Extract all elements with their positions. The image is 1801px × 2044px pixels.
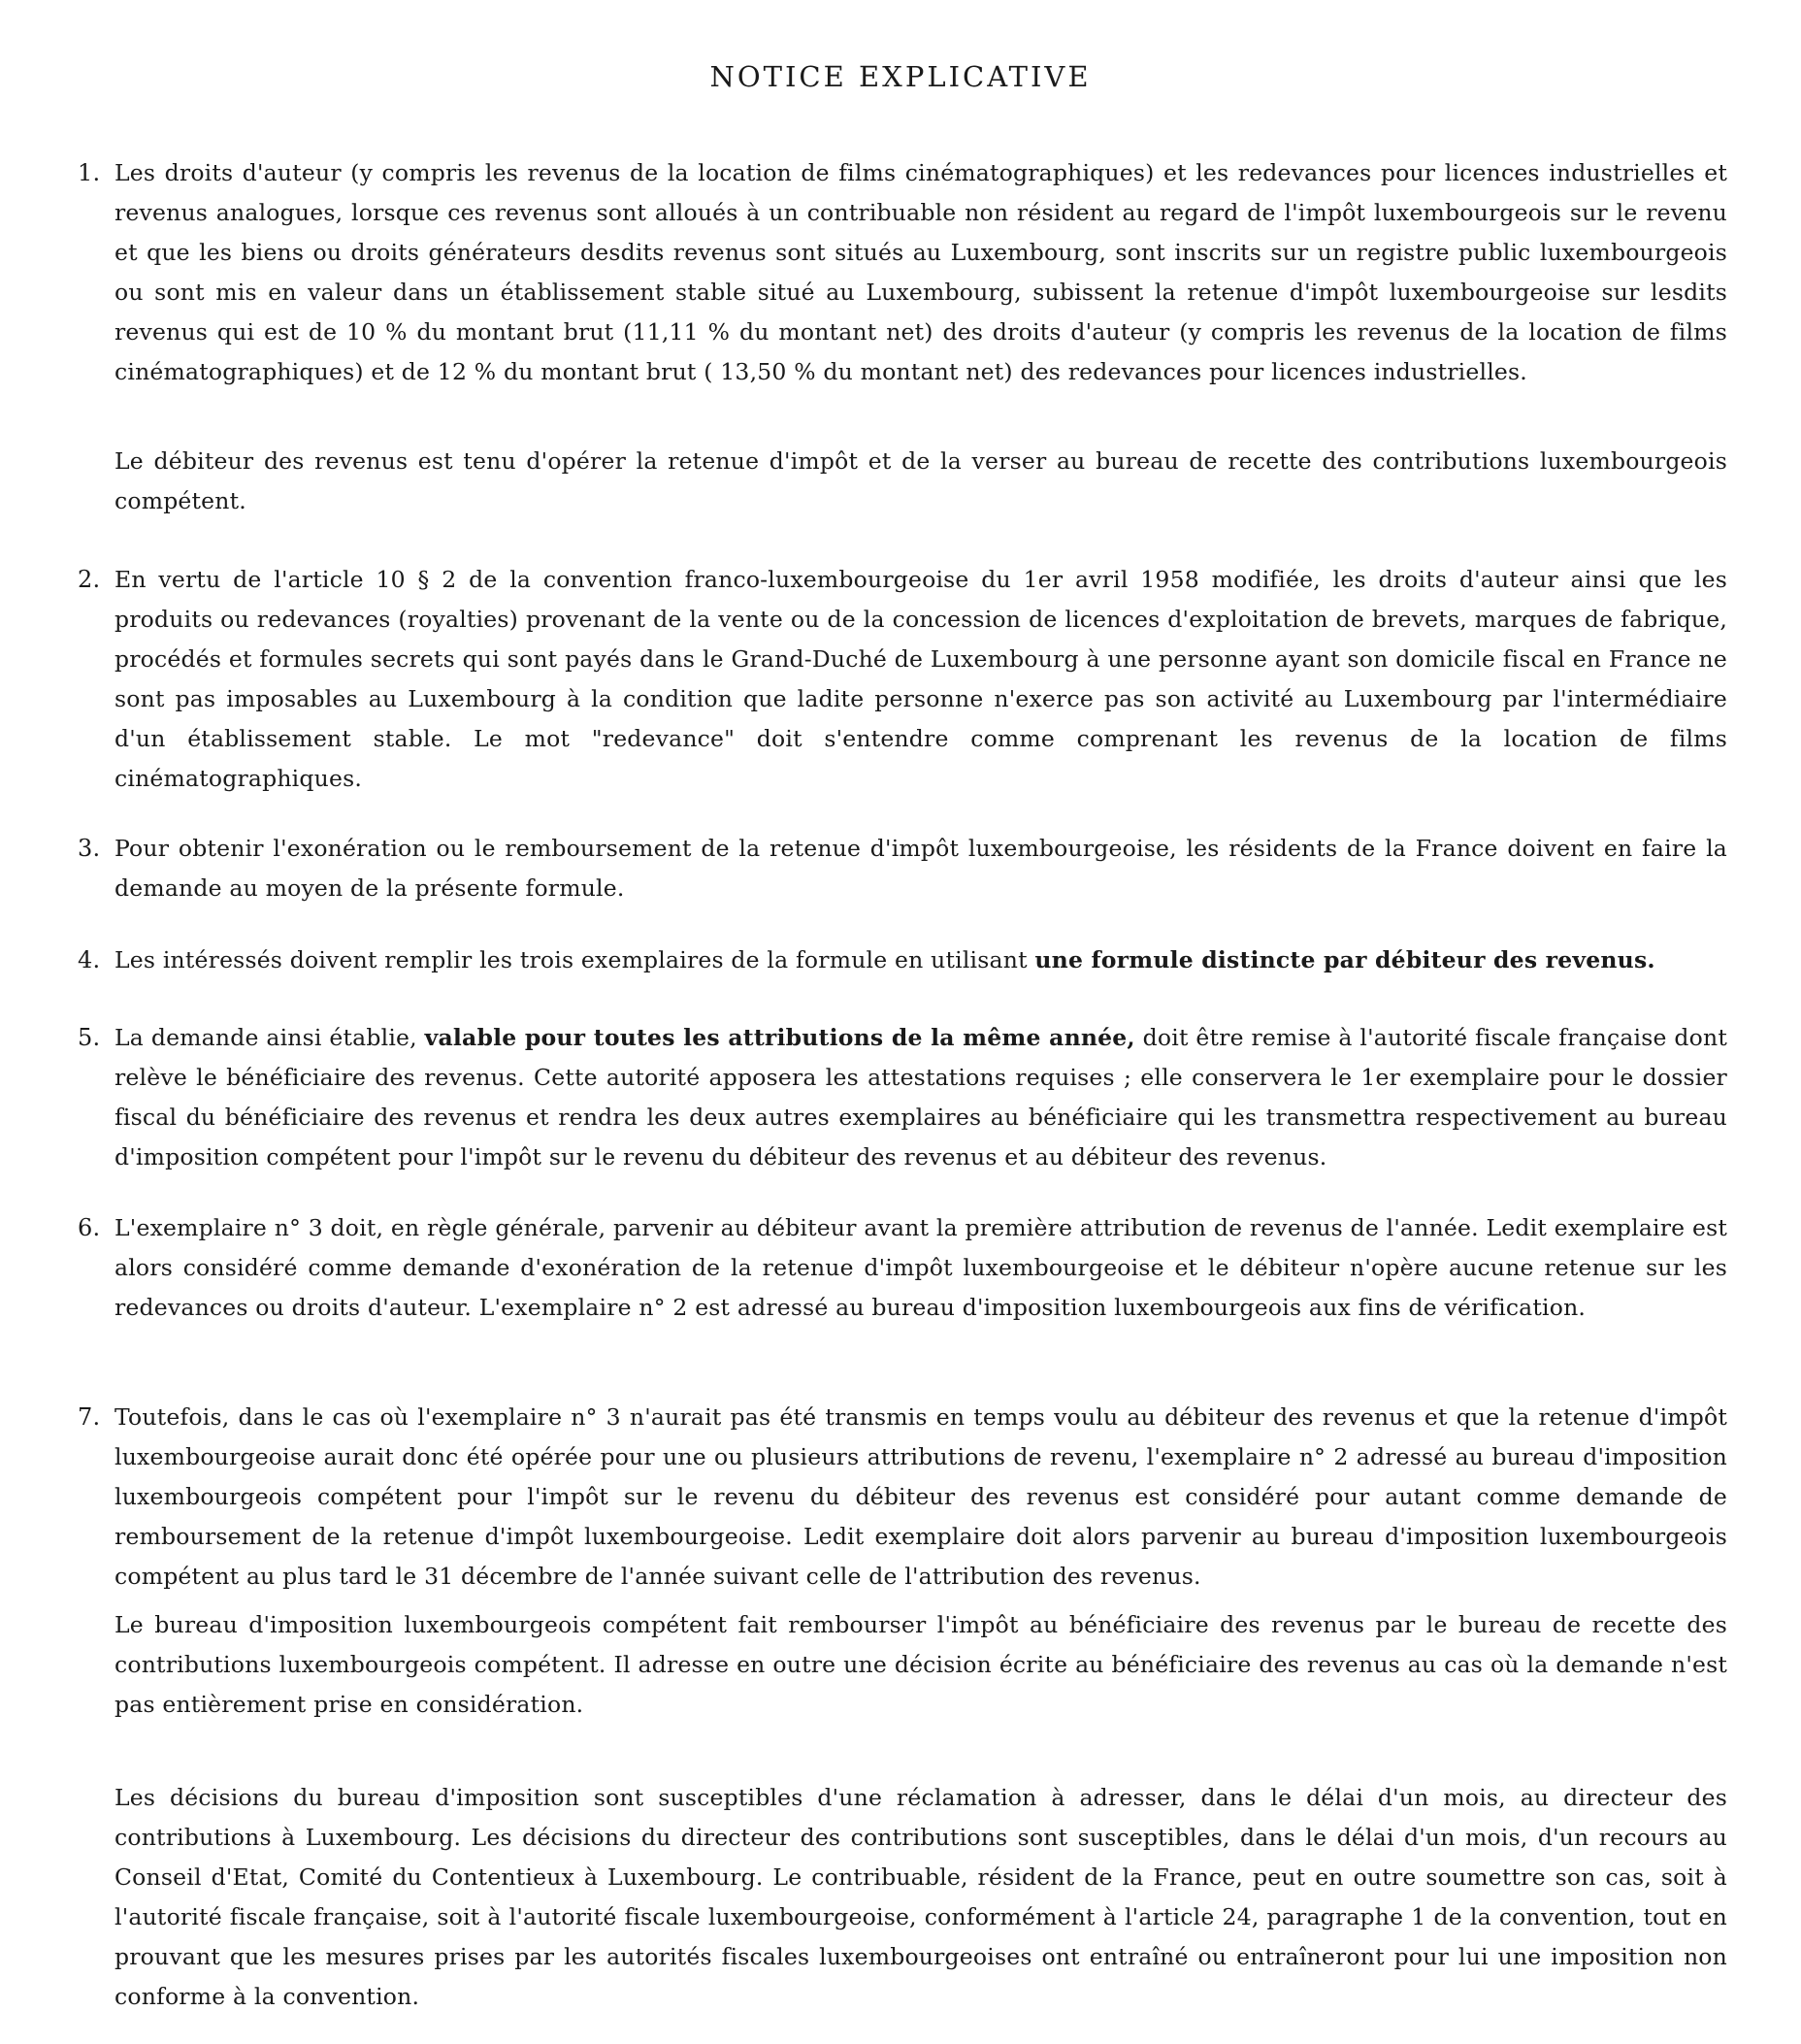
paragraph-7-continuation: Le bureau d'imposition luxembourgeois compétent fait rembourser l'impôt au bénéficiaire des revenus par le bureau de recette des contributions luxembourgeois compétent. Il adresse en outre une décision écrite au bénéficiaire des revenus au cas où la demande n'est pas entièrement prise en considération. bbox=[115, 1611, 1727, 1718]
paragraph-text: Les droits d'auteur (y compris les revenus de la location de films cinématographiques) et les redevances pour licences industrielles et revenus analogues, lorsque ces revenus sont alloués à un contribuable non résident au regard de l'impôt luxembourgeois sur le revenu et que les biens ou droits générateurs desdits revenus sont situés au Luxembourg, sont inscrits sur un registre public luxembourgeois ou sont mis en valeur dans un établissement stable situé au Luxembourg, subissent la retenue d'impôt luxembourgeoise sur lesdits revenus qui est de 10 % du montant brut (11,11 % du montant net) des droits d'auteur (y compris les revenus de la location de films cinématographiques) et de 12 % du montant brut ( 13,50 % du montant net) des redevances pour licences industrielles. bbox=[115, 159, 1727, 385]
paragraph-text-bold: valable pour toutes les attributions de la même année, bbox=[424, 1024, 1135, 1051]
paragraph-number: 3. bbox=[78, 835, 101, 862]
paragraph-4 bbox=[78, 940, 1727, 980]
paragraph-1 bbox=[78, 153, 1727, 392]
paragraph-text-plain: La demande ainsi établie, bbox=[115, 1024, 425, 1051]
paragraph-text bbox=[115, 1018, 1727, 1177]
paragraph-text: Pour obtenir l'exonération ou le remboursement de la retenue d'impôt luxembourgeoise, les résidents de la France doivent en faire la demande au moyen de la présente formule. bbox=[115, 835, 1727, 902]
paragraph-text: L'exemplaire n° 3 doit, en règle générale, parvenir au débiteur avant la première attribution de revenus de l'année. Ledit exemplaire est alors considéré comme demande d'exonération de la retenue d'impôt luxembourgeoise et le débiteur n'opère aucune retenue sur les redevances ou droits d'auteur. L'exemplaire n° 2 est adressé au bureau d'imposition luxembourgeois aux fins de vérification. bbox=[115, 1214, 1727, 1321]
paragraph-5 bbox=[78, 1018, 1727, 1177]
paragraph-text bbox=[115, 940, 1727, 980]
page-title: NOTICE EXPLICATIVE bbox=[709, 60, 1092, 93]
paragraph-recourse: Les décisions du bureau d'imposition sont susceptibles d'une réclamation à adresser, dans le délai d'un mois, au directeur des contributions à Luxembourg. Les décisions du directeur des contributions sont susceptibles, dans le délai d'un mois, d'un recours au Conseil d'Etat, Comité du Contentieux à Luxembourg. Le contribuable, résident de la France, peut en outre soumettre son cas, soit à l'autorité fiscale française, soit à l'autorité fiscale luxembourgeoise, conformément à l'article 24, paragraphe 1 de la convention, tout en prouvant que les mesures prises par les autorités fiscales luxembourgeoises ont entraîné ou entraîneront pour lui une imposition non conforme à la convention. bbox=[115, 1784, 1727, 2010]
paragraph-1-continuation: Le débiteur des revenus est tenu d'opérer la retenue d'impôt et de la verser au bureau de recette des contributions luxembourgeois compétent. bbox=[115, 447, 1727, 514]
paragraph-text: En vertu de l'article 10 § 2 de la convention franco-luxembourgeoise du 1er avril 1958 modifiée, les droits d'auteur ainsi que les produits ou redevances (royalties) provenant de la vente ou de la concession de licences d'exploitation de brevets, marques de fabrique, procédés et formules secrets qui sont payés dans le Grand-Duché de Luxembourg à une personne ayant son domicile fiscal en France ne sont pas imposables au Luxembourg à la condition que ladite personne n'exerce pas son activité au Luxembourg par l'intermédiaire d'un établissement stable. Le mot "redevance" doit s'entendre comme comprenant les revenus de la location de films cinématographiques. bbox=[115, 566, 1727, 792]
paragraph-3 bbox=[78, 829, 1727, 908]
paragraph-number: 2. bbox=[78, 566, 101, 593]
paragraph-text-plain: Les intéressés doivent remplir les trois exemplaires de la formule en utilisant bbox=[115, 946, 1035, 973]
paragraph-number: 5. bbox=[78, 1024, 101, 1051]
paragraph-number: 1. bbox=[78, 159, 101, 186]
paragraph-number: 6. bbox=[78, 1214, 101, 1241]
paragraph-text-bold: une formule distincte par débiteur des revenus. bbox=[1034, 946, 1655, 973]
paragraph-2 bbox=[78, 560, 1727, 799]
paragraph-number: 7. bbox=[78, 1403, 101, 1431]
paragraph-text-rest: doit être remise à l'autorité fiscale française dont relève le bénéficiaire des revenus. Cette autorité apposera les attestations requises ; elle conservera le 1er exemplaire pour le dossier fiscal du bénéficiaire des revenus et rendra les deux autres exemplaires au bénéficiaire qui les transmettra respectivement au bureau d'imposition compétent pour l'impôt sur le revenu du débiteur des revenus et au débiteur des revenus. bbox=[115, 1024, 1728, 1170]
paragraph-text: Toutefois, dans le cas où l'exemplaire n° 3 n'aurait pas été transmis en temps voulu au débiteur des revenus et que la retenue d'impôt luxembourgeoise aurait donc été opérée pour une ou plusieurs attributions de revenu, l'exemplaire n° 2 adressé au bureau d'imposition luxembourgeois compétent pour l'impôt sur le revenu du débiteur des revenus est considéré pour autant comme demande de remboursement de la retenue d'impôt luxembourgeoise. Ledit exemplaire doit alors parvenir au bureau d'imposition luxembourgeois compétent au plus tard le 31 décembre de l'année suivant celle de l'attribution des revenus. bbox=[115, 1403, 1727, 1590]
paragraph-number: 4. bbox=[78, 946, 101, 973]
paragraph-7 bbox=[78, 1398, 1727, 1597]
paragraph-6 bbox=[78, 1208, 1727, 1328]
